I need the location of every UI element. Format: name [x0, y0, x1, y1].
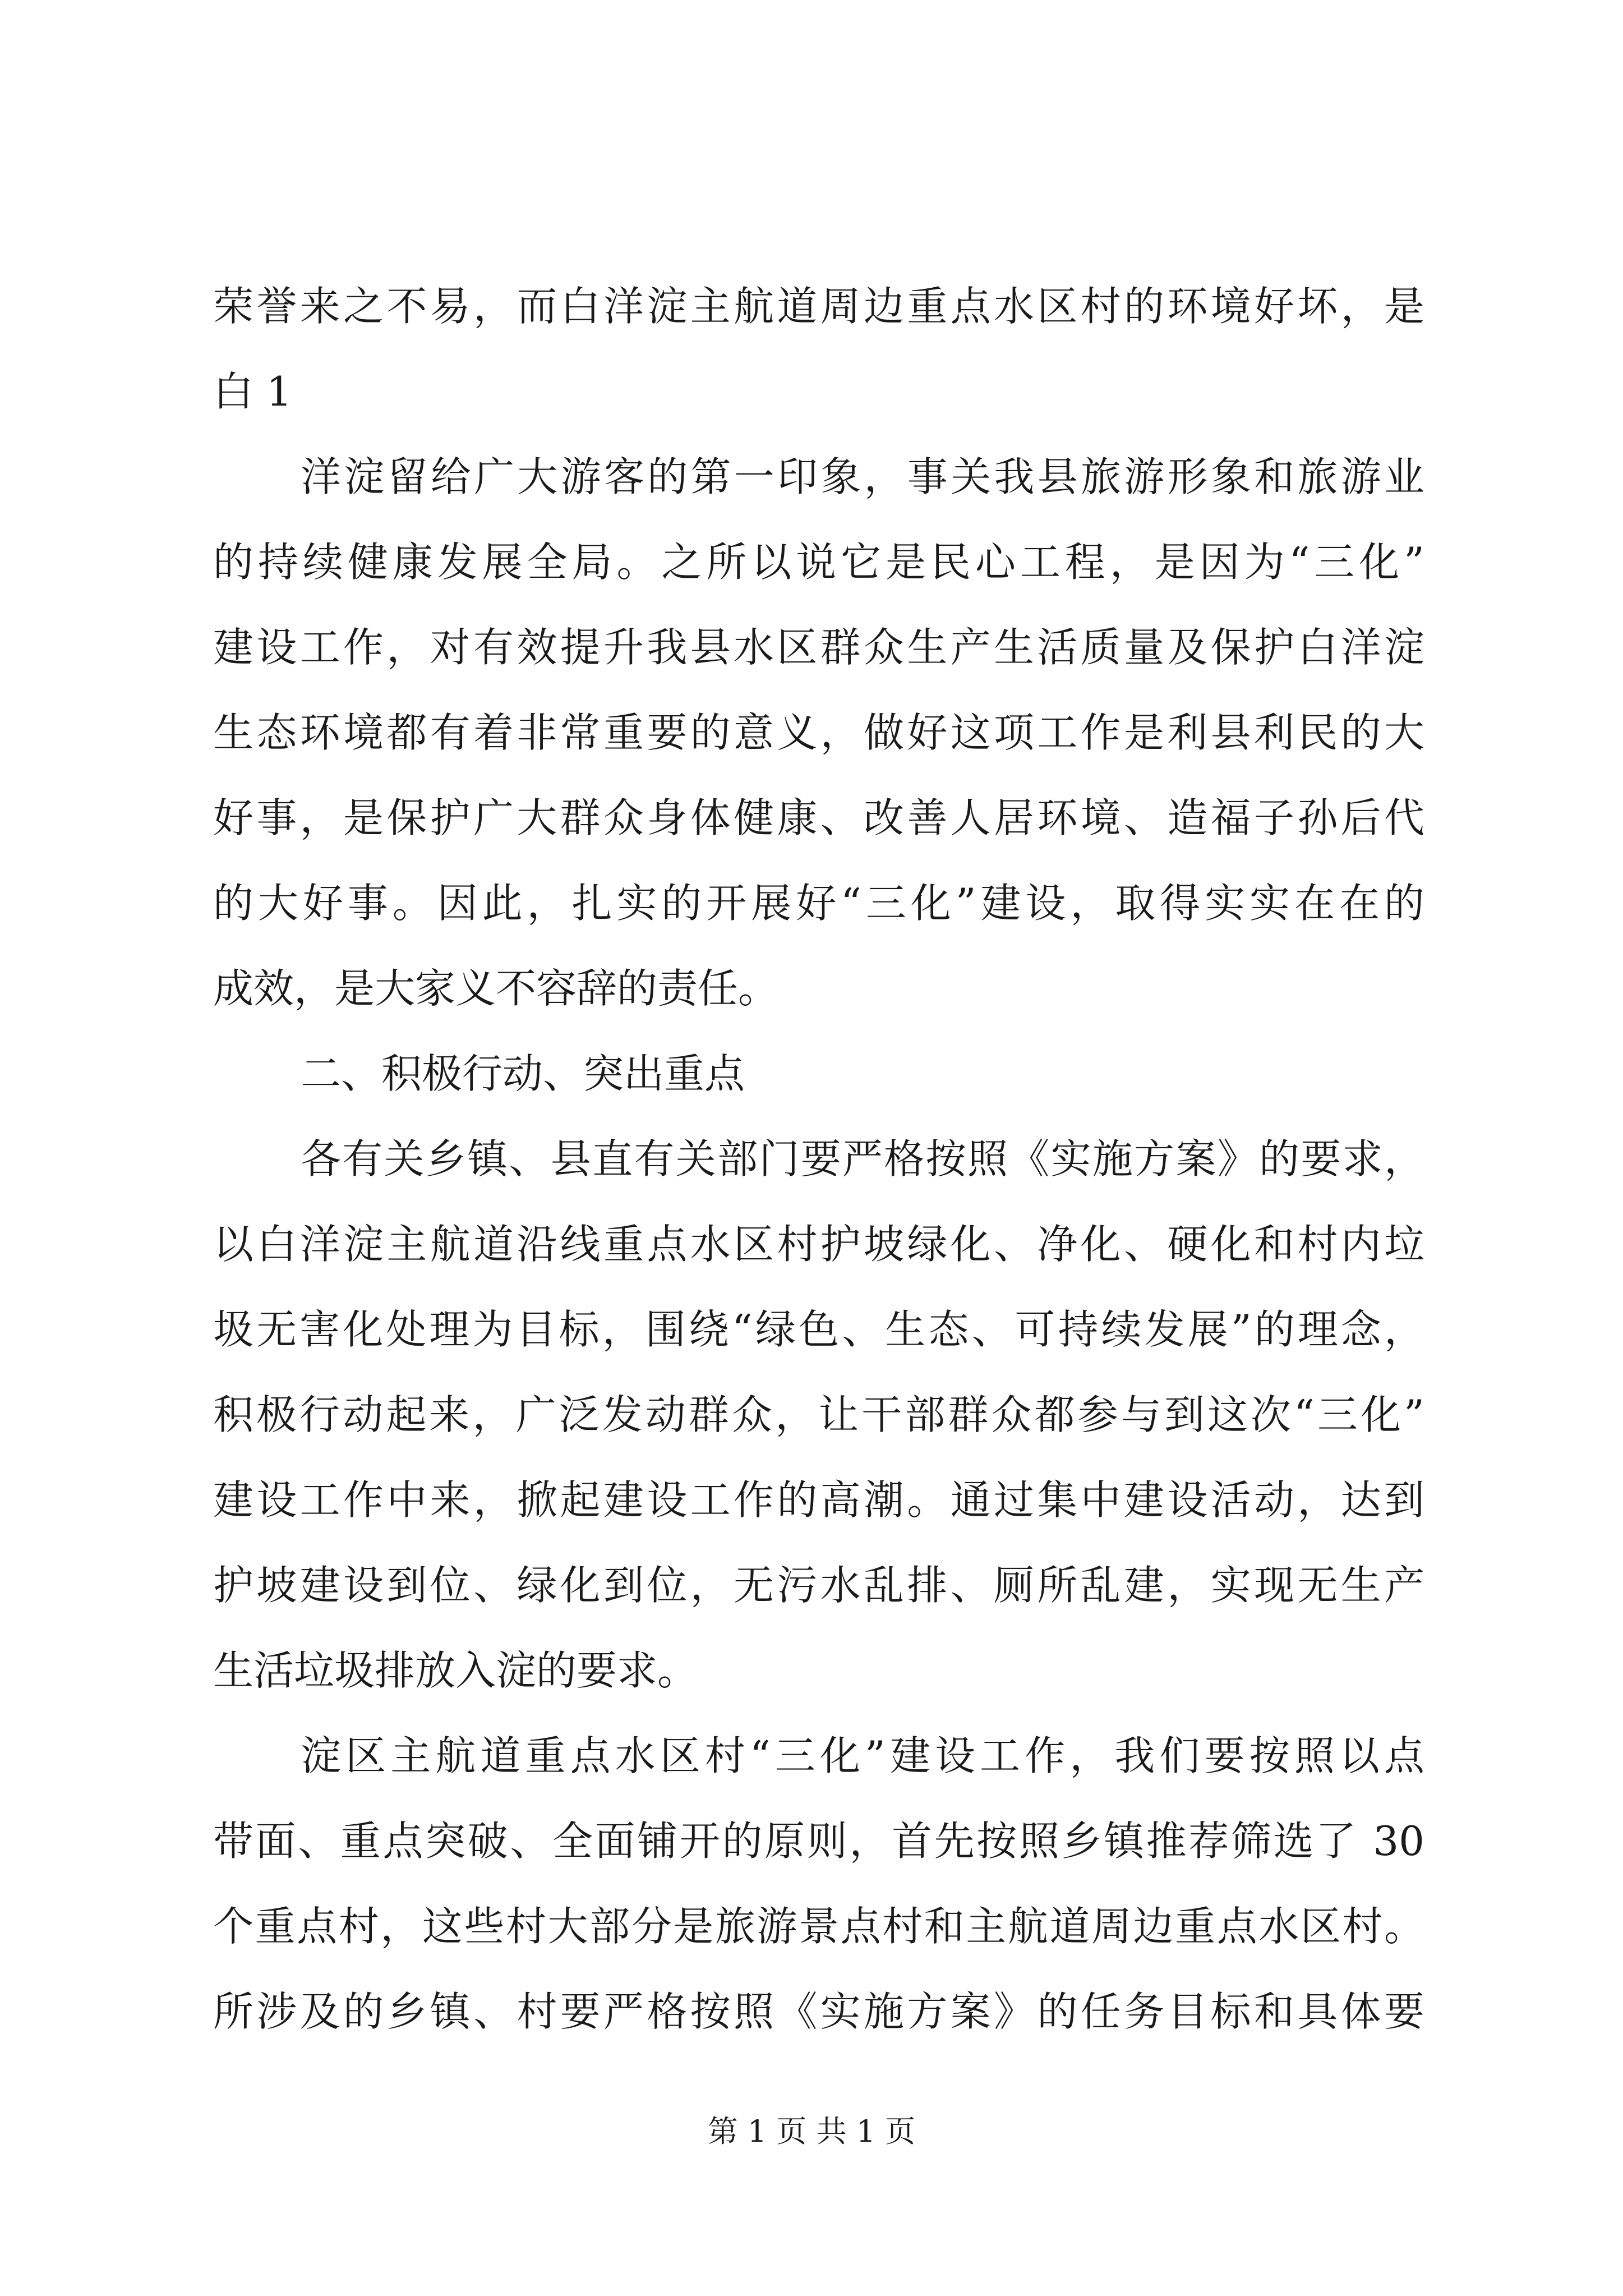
text-line: 生态环境都有着非常重要的意义，做好这项工作是利县利民的大	[213, 709, 1424, 756]
section-heading: 二、积极行动、突出重点	[301, 1050, 745, 1097]
text-line: 积极行动起来，广泛发动群众，让干部群众都参与到这次“三化”	[213, 1391, 1424, 1438]
text-line: 生活垃圾排放入淀的要求。	[213, 1647, 698, 1694]
text-line: 个重点村，这些村大部分是旅游景点村和主航道周边重点水区村。	[213, 1903, 1424, 1950]
text-line: 所涉及的乡镇、村要严格按照《实施方案》的任务目标和具体要	[213, 1988, 1424, 2035]
text-line: 建设工作中来，掀起建设工作的高潮。通过集中建设活动，达到	[213, 1476, 1424, 1524]
text-line: 圾无害化处理为目标，围绕“绿色、生态、可持续发展”的理念，	[213, 1306, 1424, 1353]
text-line: 淀区主航道重点水区村“三化”建设工作，我们要按照以点	[301, 1732, 1424, 1779]
text-line: 带面、重点突破、全面铺开的原则，首先按照乡镇推荐筛选了 30	[213, 1818, 1424, 1865]
text-line: 成效，是大家义不容辞的责任。	[213, 965, 779, 1012]
text-line: 荣誉来之不易，而白洋淀主航道周边重点水区村的环境好坏，是	[213, 283, 1424, 330]
text-line: 以白洋淀主航道沿线重点水区村护坡绿化、净化、硬化和村内垃	[213, 1221, 1424, 1268]
document-body	[213, 264, 1424, 2054]
text-line: 洋淀留给广大游客的第一印象，事关我县旅游形象和旅游业	[301, 453, 1424, 500]
text-line: 护坡建设到位、绿化到位，无污水乱排、厕所乱建，实现无生产	[213, 1562, 1424, 1609]
page-footer: 第 1 页 共 1 页	[707, 2114, 916, 2149]
text-line: 好事，是保护广大群众身体健康、改善人居环境、造福子孙后代	[213, 794, 1424, 841]
text-line: 各有关乡镇、县直有关部门要严格按照《实施方案》的要求，	[301, 1135, 1424, 1182]
text-line: 建设工作，对有效提升我县水区群众生产生活质量及保护白洋淀	[213, 624, 1424, 671]
text-line: 白 1	[213, 368, 292, 415]
text-line: 的大好事。因此，扎实的开展好“三化”建设，取得实实在在的	[213, 880, 1424, 927]
text-line: 的持续健康发展全局。之所以说它是民心工程，是因为“三化”	[213, 539, 1424, 586]
